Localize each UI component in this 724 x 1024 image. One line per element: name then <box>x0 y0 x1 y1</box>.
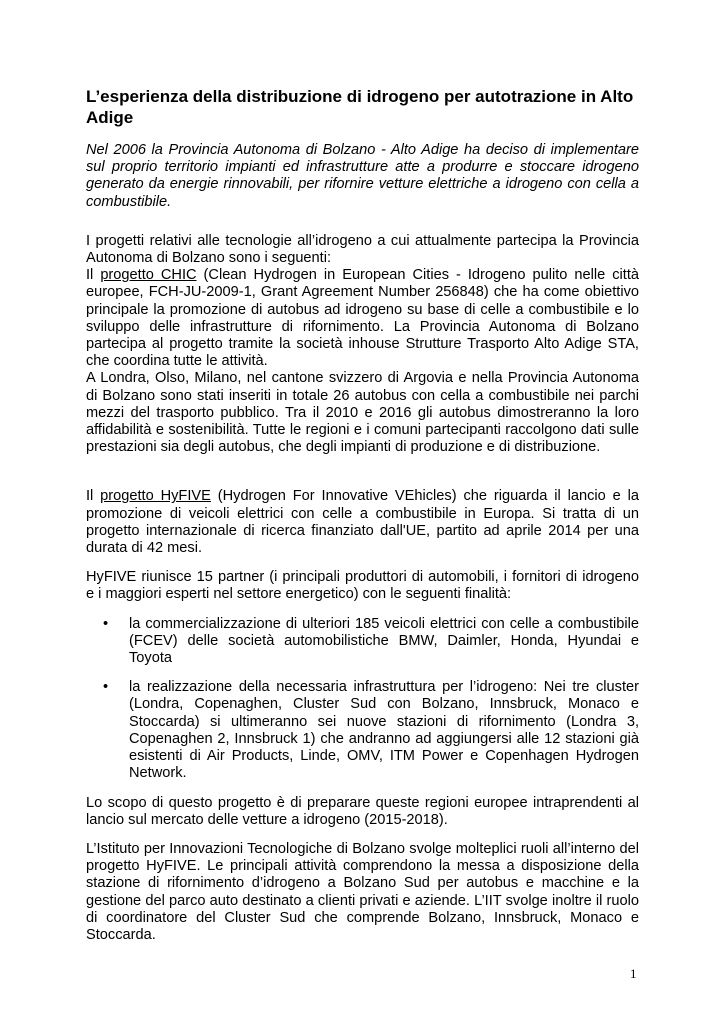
list-item <box>86 616 639 668</box>
projects-intro-paragraph: I progetti relativi alle tecnologie all’idrogeno a cui attualmente partecipa la Provincia Autonoma di Bolzano sono i seguenti: <box>86 232 639 267</box>
hyfive-partners-paragraph: HyFIVE riunisce 15 partner (i principali produttori di automobili, i fornitori di idrogeno e i maggiori esperti nel settore energetico) con le seguenti finalità: <box>86 569 639 603</box>
bullet-icon: • <box>103 679 109 696</box>
hyfive-prefix: Il <box>86 488 101 505</box>
page-number: 1 <box>630 966 637 981</box>
list-item-text: la commercializzazione di ulteriori 185 veicoli elettrici con celle a combustibile (FCEV) delle società automobilistiche BMW, Daimler, Honda, Hyundai e Toyota <box>129 615 639 667</box>
intro-paragraph: Nel 2006 la Provincia Autonoma di Bolzano - Alto Adige ha deciso di implementare sul proprio territorio impianti ed infrastrutture atte a produrre e stoccare idrogeno generato da energie rinnovabili, per rifornire vetture elettriche a idrogeno con cella a combustibile. <box>86 142 639 210</box>
chic-prefix: Il <box>86 267 101 284</box>
iit-paragraph: L’Istituto per Innovazioni Tecnologiche di Bolzano svolge molteplici ruoli all’interno del progetto HyFIVE. Le principali attività comprendono la messa a disposizione della stazione di rifornimento d’idrogeno a Bolzano Sud per autobus e macchine e la gestione del parco auto destinato a clienti privati e aziende. L’IIT svolge inoltre il ruolo di coordinatore del Cluster Sud che comprende Bolzano, Innsbruck, Monaco e Stoccarda. <box>86 840 639 943</box>
list-item-text: la realizzazione della necessaria infrastruttura per l’idrogeno: Nei tre cluster (Londra, Copenaghen, Cluster Sud con Bolzano, Innsbruck, Monaco e Stoccarda) si ultimeranno sei nuove stazioni di rifornimento (Londra 3, Copenaghen 2, Innsbruck 1) che andranno ad aggiungersi alle 12 stazioni già esistenti di Air Products, Linde, OMV, ITM Power e Copenhagen Hydrogen Network. <box>129 679 639 782</box>
chic-project-link[interactable]: progetto CHIC <box>100 267 197 284</box>
hyfive-paragraph <box>86 488 639 557</box>
list-item <box>86 679 639 782</box>
hyfive-project-link[interactable]: progetto HyFIVE <box>100 488 211 505</box>
document-title: L’esperienza della distribuzione di idrogeno per autotrazione in Alto Adige <box>86 87 634 127</box>
chic-text: (Clean Hydrogen in European Cities - Idrogeno pulito nelle città europee, FCH-JU-2009-1, Grant Agreement Number 256848) che ha come obiettivo principale la promozione di autobus ad idrogeno su base di celle a combustibile e lo sviluppo delle infrastrutture di rifornimento. La Provincia Autonoma di Bolzano partecipa al progetto tramite la società inhouse Strutture Trasporto Alto Adige STA, che coordina tutte le attività. <box>86 267 639 370</box>
document-page <box>86 86 639 944</box>
hyfive-goals-list <box>86 616 639 783</box>
hyfive-scope-paragraph: Lo scopo di questo progetto è di preparare queste regioni europee intraprendenti al lancio sul mercato delle vetture a idrogeno (2015-2018). <box>86 794 639 828</box>
hyfive-text: (Hydrogen For Innovative VEhicles) che riguarda il lancio e la promozione di veicoli elettrici con celle a combustibile in Europa. Si tratta di un progetto internazionale di ricerca finanziato dall'UE, partito ad aprile 2014 per una durata di 42 mesi. <box>86 488 639 557</box>
chic-paragraph <box>86 267 639 370</box>
bullet-icon: • <box>103 615 109 632</box>
chic-buses-paragraph: A Londra, Olso, Milano, nel cantone svizzero di Argovia e nella Provincia Autonoma di Bolzano sono stati inseriti in totale 26 autobus con cella a combustibile nei parchi mezzi del trasporto pubblico. Tra il 2010 e 2016 gli autobus dimostreranno la loro affidabilità e sostenibilità. Tutte le regioni e i comuni partecipanti raccolgono dati sulle prestazioni sia degli autobus, che degli impianti di produzione e di distribuzione. <box>86 370 639 456</box>
